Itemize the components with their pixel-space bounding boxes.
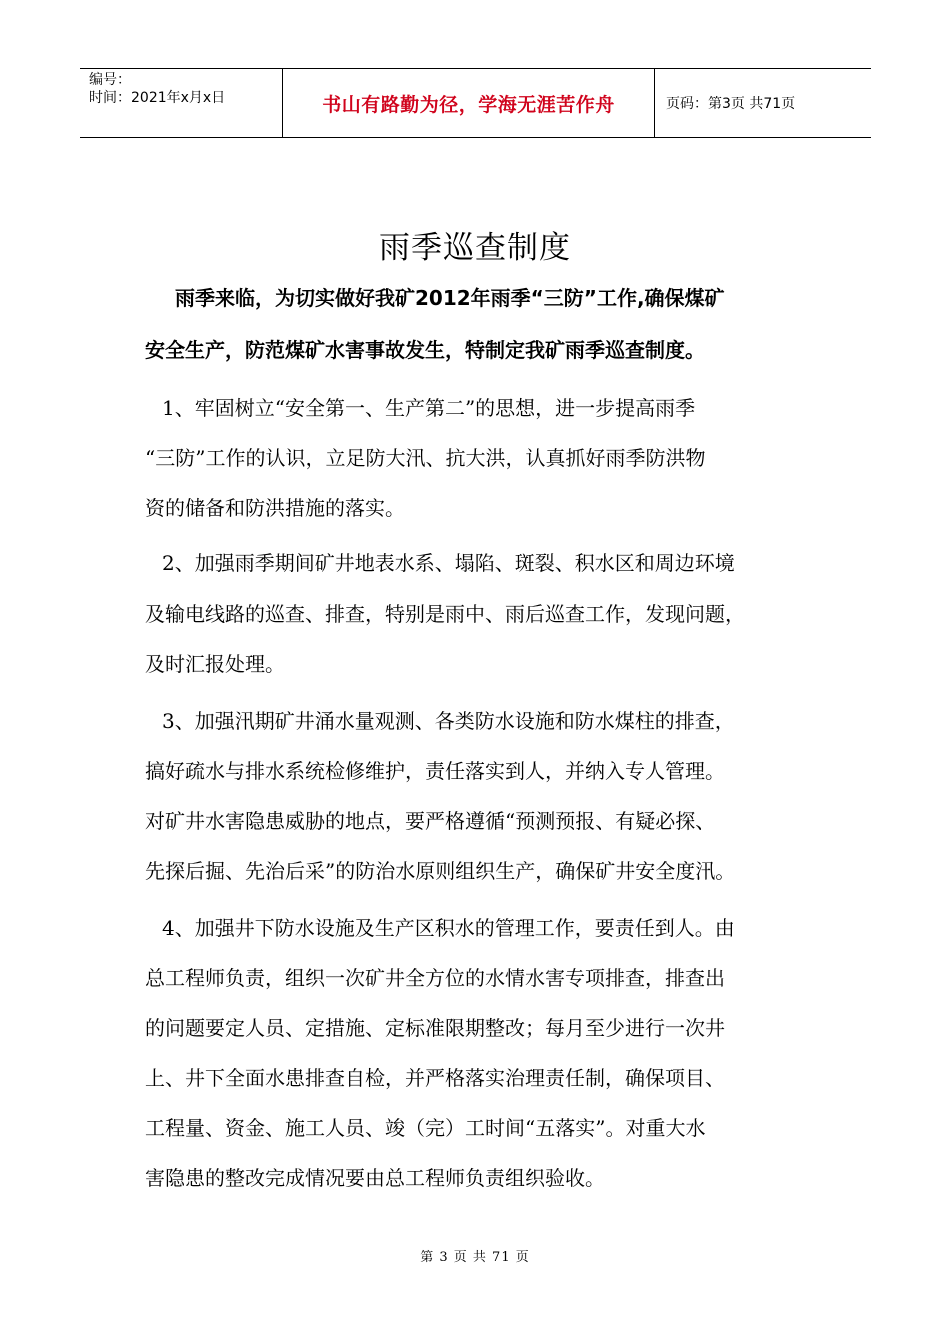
intro-line-1: 雨季来临，为切实做好我矿2012年雨季“三防”工作,确保煤矿 [175,286,725,310]
item2-line-1: 2、加强雨季期间矿井地表水系、塌陷、斑裂、积水区和周边环境 [162,551,735,575]
item3-line-3: 对矿井水害隐患威胁的地点，要严格遵循“预测预报、有疑必探、 [145,809,716,833]
item1-line-1: 1、牢固树立“安全第一、生产第二”的思想，进一步提高雨季 [162,396,696,420]
item1-line-2: “三防”工作的认识，立足防大汛、抗大洪，认真抓好雨季防洪物 [145,446,706,470]
document-time-label: 时间：2021年x月x日 [89,90,226,106]
page-header [80,68,871,138]
page-footer: 第 3 页 共 71 页 [420,1250,530,1265]
item3-line-2: 搞好疏水与排水系统检修维护，责任落实到人，并纳入专人管理。 [145,759,725,783]
item4-line-3: 的问题要定人员、定措施、定标准限期整改；每月至少进行一次井 [145,1016,725,1040]
item2-line-2: 及输电线路的巡查、排查，特别是雨中、雨后巡查工作，发现问题， [145,602,745,626]
item3-line-1: 3、加强汛期矿井涌水量观测、各类防水设施和防水煤柱的排查， [162,709,735,733]
intro-line-2: 安全生产，防范煤矿水害事故发生，特制定我矿雨季巡查制度。 [145,338,705,362]
item1-line-3: 资的储备和防洪措施的落实。 [145,496,405,520]
item4-line-5: 工程量、资金、施工人员、竣（完）工时间“五落实”。对重大水 [145,1116,706,1140]
item4-line-4: 上、井下全面水患排查自检，并严格落实治理责任制，确保项目、 [145,1066,725,1090]
item4-line-1: 4、加强井下防水设施及生产区积水的管理工作，要责任到人。由 [162,916,735,940]
header-meta-cell [80,69,283,137]
header-page-info: 页码：第3页 共71页 [666,96,796,112]
document-number-label: 编号： [89,72,131,88]
item4-line-6: 害隐患的整改完成情况要由总工程师负责组织验收。 [145,1166,605,1190]
document-title: 雨季巡查制度 [379,230,571,266]
item3-line-4: 先探后掘、先治后采”的防治水原则组织生产，确保矿井安全度汛。 [145,859,736,883]
item4-line-2: 总工程师负责，组织一次矿井全方位的水情水害专项排查，排查出 [145,966,725,990]
item2-line-3: 及时汇报处理。 [145,652,285,676]
header-motto: 书山有路勤为径，学海无涯苦作舟 [322,93,615,116]
header-page-cell [655,69,871,137]
header-motto-cell [283,69,655,137]
